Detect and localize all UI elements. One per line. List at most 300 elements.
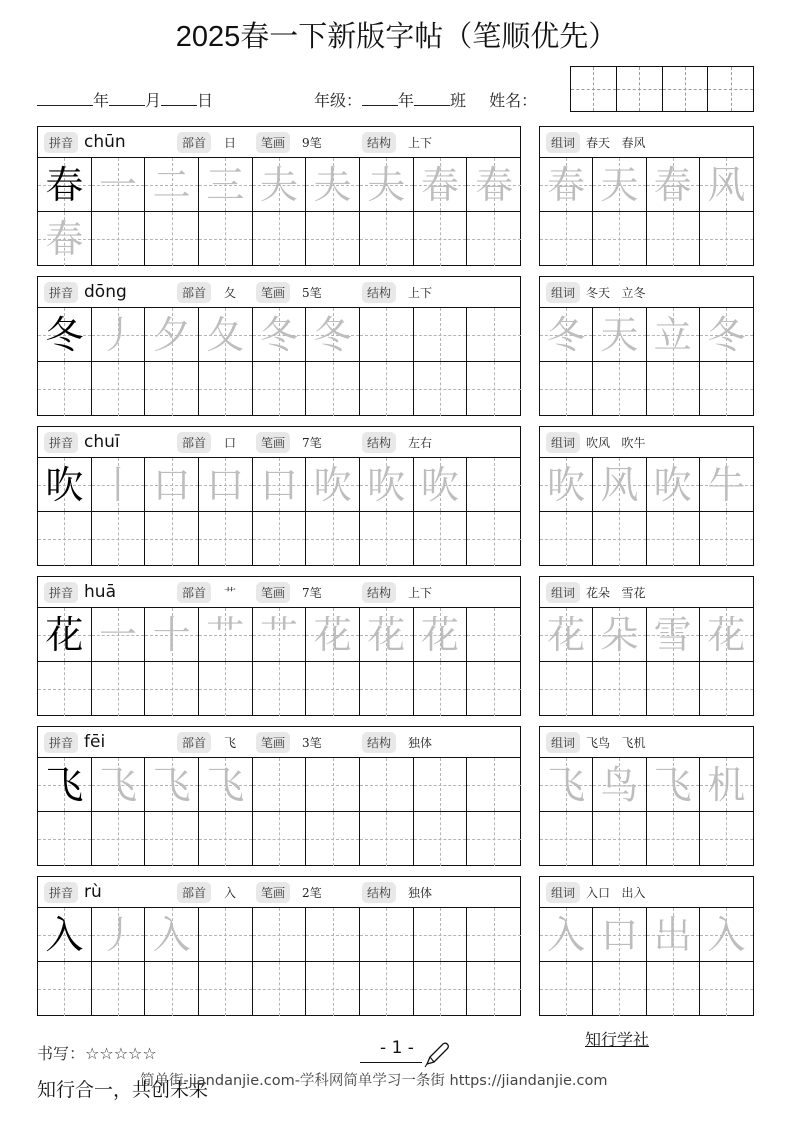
model-character: 春	[45, 162, 84, 207]
writing-cell[interactable]	[414, 962, 468, 1016]
pen-icon	[423, 1040, 451, 1068]
writing-cell[interactable]	[467, 362, 521, 416]
word-writing-cell[interactable]	[700, 362, 753, 416]
month-label: 月	[145, 91, 162, 110]
writing-cell[interactable]	[414, 362, 468, 416]
stroke-order-step: 飞	[152, 762, 191, 807]
radical-value: 艹	[224, 585, 237, 600]
stroke-order-step: 一	[98, 162, 137, 207]
writing-cell[interactable]	[467, 962, 521, 1016]
writing-cell[interactable]	[38, 962, 92, 1016]
word-writing-grid	[540, 308, 753, 416]
word-trace-character: 风	[600, 462, 639, 507]
writing-grid	[38, 308, 520, 416]
writing-cell[interactable]	[467, 212, 521, 266]
writing-cell[interactable]	[38, 812, 92, 866]
word-writing-cell[interactable]	[540, 512, 593, 566]
pinyin-tag: 拼音	[44, 732, 78, 753]
writing-cell[interactable]	[253, 758, 307, 812]
word-writing-cell[interactable]	[647, 662, 700, 716]
writing-cell[interactable]	[360, 308, 414, 362]
writing-cell[interactable]	[360, 362, 414, 416]
writing-cell[interactable]	[253, 158, 307, 212]
writing-cell[interactable]	[253, 608, 307, 662]
word-trace-character: 入	[707, 912, 746, 957]
model-character: 入	[45, 912, 84, 957]
word-writing-cell[interactable]	[593, 458, 646, 512]
writing-cell[interactable]	[38, 758, 92, 812]
name-cell[interactable]	[617, 67, 663, 111]
pinyin-value: rù	[84, 882, 102, 902]
stroke-order-step: 春	[475, 162, 514, 207]
writing-cell[interactable]	[145, 512, 199, 566]
strokes-tag: 笔画	[256, 882, 290, 903]
words-tag: 组词	[546, 732, 580, 753]
writing-cell[interactable]	[145, 608, 199, 662]
stroke-order-step: 入	[152, 912, 191, 957]
stroke-order-step: 吹	[420, 462, 459, 507]
word-writing-cell[interactable]	[647, 962, 700, 1016]
stroke-order-step: 夫	[313, 162, 352, 207]
writing-cell[interactable]	[92, 662, 146, 716]
pinyin-tag: 拼音	[44, 432, 78, 453]
word-writing-cell[interactable]	[700, 308, 753, 362]
writing-cell[interactable]	[199, 362, 253, 416]
structure-value: 独体	[408, 735, 433, 750]
writing-cell[interactable]	[145, 362, 199, 416]
writing-cell[interactable]	[306, 662, 360, 716]
character-info-header	[38, 577, 520, 608]
word-writing-cell[interactable]	[700, 758, 753, 812]
word-writing-cell[interactable]	[540, 962, 593, 1016]
name-cell[interactable]	[708, 67, 753, 111]
writing-cell[interactable]	[199, 308, 253, 362]
word-writing-cell[interactable]	[700, 962, 753, 1016]
structure-tag: 结构	[362, 882, 396, 903]
writing-cell[interactable]	[145, 908, 199, 962]
word-writing-cell[interactable]	[593, 608, 646, 662]
word-writing-grid	[540, 608, 753, 716]
stroke-order-step: 三	[206, 162, 245, 207]
writing-cell[interactable]	[467, 812, 521, 866]
strokes-tag: 笔画	[256, 582, 290, 603]
word-writing-cell[interactable]	[540, 212, 593, 266]
writing-cell[interactable]	[414, 212, 468, 266]
writing-cell[interactable]	[38, 308, 92, 362]
writing-cell[interactable]	[360, 458, 414, 512]
word-writing-cell[interactable]	[540, 662, 593, 716]
structure-tag: 结构	[362, 132, 396, 153]
writing-cell[interactable]	[414, 458, 468, 512]
writing-cell[interactable]	[253, 662, 307, 716]
writing-cell[interactable]	[92, 758, 146, 812]
stroke-order-step: 艹	[259, 612, 298, 657]
writing-cell[interactable]	[360, 608, 414, 662]
year-blank[interactable]	[37, 91, 93, 106]
word-writing-cell[interactable]	[647, 758, 700, 812]
writing-cell[interactable]	[467, 662, 521, 716]
words-tag: 组词	[546, 582, 580, 603]
word-writing-cell[interactable]	[593, 362, 646, 416]
writing-cell[interactable]	[92, 908, 146, 962]
writing-cell[interactable]	[199, 158, 253, 212]
trace-character: 春	[45, 217, 84, 261]
word-writing-cell[interactable]	[593, 512, 646, 566]
word-trace-character: 机	[707, 762, 746, 807]
character-practice-block	[37, 576, 521, 716]
writing-grid	[38, 158, 520, 266]
pinyin-value: dōng	[84, 282, 127, 302]
writing-cell[interactable]	[414, 812, 468, 866]
writing-cell[interactable]	[38, 662, 92, 716]
words-tag: 组词	[546, 282, 580, 303]
structure-value: 上下	[408, 135, 433, 150]
word-writing-cell[interactable]	[700, 158, 753, 212]
stroke-order-step: 夫	[259, 162, 298, 207]
word-trace-character: 朵	[600, 612, 639, 657]
model-character: 吹	[45, 462, 84, 507]
writing-cell[interactable]	[306, 212, 360, 266]
writing-cell[interactable]	[306, 158, 360, 212]
model-character: 花	[45, 612, 84, 657]
word-writing-cell[interactable]	[593, 962, 646, 1016]
day-label: 日	[197, 91, 214, 110]
writing-cell[interactable]	[467, 158, 521, 212]
day-blank[interactable]	[161, 91, 197, 106]
word-writing-cell[interactable]	[540, 608, 593, 662]
radical-value: 口	[224, 435, 237, 450]
writing-cell[interactable]	[145, 458, 199, 512]
writing-cell[interactable]	[145, 812, 199, 866]
word-trace-character: 天	[600, 162, 639, 207]
page-number-underline	[360, 1062, 422, 1063]
stroke-order-step: 春	[420, 162, 459, 207]
word-writing-cell[interactable]	[700, 458, 753, 512]
pinyin-value: huā	[84, 582, 116, 602]
writing-cell[interactable]	[145, 962, 199, 1016]
stroke-order-step: 花	[313, 612, 352, 657]
radical-value: 日	[224, 135, 237, 150]
writing-cell[interactable]	[38, 458, 92, 512]
writing-rating: 书写：☆☆☆☆☆	[37, 1044, 157, 1063]
stroke-order-step: 口	[259, 462, 298, 507]
character-practice-block	[37, 126, 521, 266]
writing-cell[interactable]	[253, 362, 307, 416]
stroke-order-step: 夂	[206, 312, 245, 357]
writing-cell[interactable]	[92, 962, 146, 1016]
writing-cell[interactable]	[306, 812, 360, 866]
writing-cell[interactable]	[360, 158, 414, 212]
strokes-value: 2笔	[302, 885, 322, 900]
word-writing-cell[interactable]	[647, 908, 700, 962]
word-writing-cell[interactable]	[540, 308, 593, 362]
word-writing-cell[interactable]	[593, 212, 646, 266]
word-writing-cell[interactable]	[540, 458, 593, 512]
word-trace-character: 口	[600, 912, 639, 957]
word-writing-cell[interactable]	[647, 812, 700, 866]
writing-cell[interactable]	[414, 662, 468, 716]
word-trace-character: 出	[653, 912, 692, 957]
writing-cell[interactable]	[360, 212, 414, 266]
writing-cell[interactable]	[306, 512, 360, 566]
words-header	[540, 127, 753, 158]
word-practice-block	[539, 726, 754, 866]
writing-cell[interactable]	[92, 212, 146, 266]
word-writing-cell[interactable]	[593, 158, 646, 212]
writing-cell[interactable]	[92, 308, 146, 362]
word-trace-character: 风	[707, 162, 746, 207]
writing-grid	[38, 608, 520, 716]
writing-cell[interactable]	[306, 308, 360, 362]
character-practice-block	[37, 276, 521, 416]
writing-cell[interactable]	[306, 962, 360, 1016]
writing-cell[interactable]	[414, 608, 468, 662]
strokes-value: 7笔	[302, 585, 322, 600]
word-writing-cell[interactable]	[593, 812, 646, 866]
pinyin-tag: 拼音	[44, 882, 78, 903]
strokes-tag: 笔画	[256, 132, 290, 153]
words-value: 花朵 雪花	[586, 585, 646, 600]
word-trace-character: 飞	[653, 762, 692, 807]
pinyin-tag: 拼音	[44, 582, 78, 603]
word-writing-grid	[540, 758, 753, 866]
word-trace-character: 吹	[547, 462, 586, 507]
words-tag: 组词	[546, 132, 580, 153]
radical-tag: 部首	[177, 732, 211, 753]
writing-cell[interactable]	[467, 458, 521, 512]
stroke-order-step: 丿	[98, 312, 137, 357]
word-writing-cell[interactable]	[540, 758, 593, 812]
radical-tag: 部首	[177, 582, 211, 603]
writing-cell[interactable]	[145, 212, 199, 266]
word-trace-character: 吹	[653, 462, 692, 507]
writing-cell[interactable]	[414, 158, 468, 212]
stroke-order-step: 丨	[98, 462, 137, 507]
word-trace-character: 春	[547, 162, 586, 207]
model-character: 冬	[45, 312, 84, 357]
writing-cell[interactable]	[92, 512, 146, 566]
word-writing-cell[interactable]	[593, 662, 646, 716]
writing-cell[interactable]	[199, 812, 253, 866]
writing-cell[interactable]	[306, 758, 360, 812]
writing-cell[interactable]	[92, 812, 146, 866]
writing-cell[interactable]	[306, 908, 360, 962]
word-writing-cell[interactable]	[647, 212, 700, 266]
writing-cell[interactable]	[253, 308, 307, 362]
name-cell[interactable]	[663, 67, 709, 111]
writing-cell[interactable]	[360, 812, 414, 866]
stroke-order-step: 夕	[152, 312, 191, 357]
grade-label: 年级：	[314, 91, 363, 110]
character-practice-block	[37, 426, 521, 566]
writing-cell[interactable]	[306, 362, 360, 416]
word-practice-block	[539, 276, 754, 416]
words-header	[540, 427, 753, 458]
stroke-order-step: 吹	[313, 462, 352, 507]
writing-cell[interactable]	[92, 608, 146, 662]
writing-cell[interactable]	[199, 908, 253, 962]
word-practice-block	[539, 876, 754, 1016]
brand-link[interactable]: 知行学社	[585, 1030, 650, 1049]
writing-cell[interactable]	[199, 758, 253, 812]
writing-cell[interactable]	[414, 512, 468, 566]
writing-cell[interactable]	[145, 158, 199, 212]
writing-cell[interactable]	[199, 512, 253, 566]
stroke-order-step: 一	[98, 612, 137, 657]
writing-cell[interactable]	[467, 308, 521, 362]
structure-tag: 结构	[362, 432, 396, 453]
word-writing-cell[interactable]	[647, 458, 700, 512]
writing-cell[interactable]	[253, 908, 307, 962]
writing-cell[interactable]	[199, 212, 253, 266]
word-writing-cell[interactable]	[647, 608, 700, 662]
word-writing-cell[interactable]	[647, 308, 700, 362]
word-writing-cell[interactable]	[593, 308, 646, 362]
pinyin-tag: 拼音	[44, 282, 78, 303]
stroke-order-step: 二	[152, 162, 191, 207]
word-writing-cell[interactable]	[700, 608, 753, 662]
writing-cell[interactable]	[92, 458, 146, 512]
writing-cell[interactable]	[467, 608, 521, 662]
words-header	[540, 577, 753, 608]
word-writing-cell[interactable]	[700, 662, 753, 716]
character-info-header	[38, 277, 520, 308]
word-writing-cell[interactable]	[593, 908, 646, 962]
writing-cell[interactable]	[199, 608, 253, 662]
writing-cell[interactable]	[414, 908, 468, 962]
word-trace-character: 鸟	[600, 762, 639, 807]
slogan: 知行合一，共创未来	[37, 1079, 209, 1101]
writing-cell[interactable]	[360, 512, 414, 566]
writing-cell[interactable]	[360, 758, 414, 812]
month-blank[interactable]	[109, 91, 145, 106]
strokes-value: 9笔	[302, 135, 322, 150]
stroke-order-step: 冬	[259, 312, 298, 357]
word-writing-cell[interactable]	[540, 362, 593, 416]
words-value: 春天 春风	[586, 135, 646, 150]
word-writing-grid	[540, 908, 753, 1016]
writing-cell[interactable]	[306, 458, 360, 512]
writing-cell[interactable]	[199, 662, 253, 716]
writing-cell[interactable]	[92, 362, 146, 416]
stroke-order-step: 丿	[98, 912, 137, 957]
word-writing-cell[interactable]	[593, 758, 646, 812]
stroke-order-step: 夫	[367, 162, 406, 207]
writing-cell[interactable]	[467, 758, 521, 812]
stroke-order-step: 花	[420, 612, 459, 657]
word-practice-block	[539, 576, 754, 716]
word-trace-character: 飞	[547, 762, 586, 807]
word-trace-character: 花	[707, 612, 746, 657]
class-label: 班	[450, 91, 467, 110]
writing-cell[interactable]	[253, 458, 307, 512]
pinyin-tag: 拼音	[44, 132, 78, 153]
name-writing-box[interactable]	[570, 66, 754, 112]
name-label: 姓名：	[489, 91, 538, 110]
writing-cell[interactable]	[145, 758, 199, 812]
word-writing-cell[interactable]	[540, 908, 593, 962]
writing-cell[interactable]	[199, 458, 253, 512]
word-trace-character: 春	[653, 162, 692, 207]
writing-cell[interactable]	[414, 758, 468, 812]
writing-cell[interactable]	[414, 308, 468, 362]
writing-cell[interactable]	[145, 662, 199, 716]
structure-value: 上下	[408, 585, 433, 600]
writing-cell[interactable]	[360, 962, 414, 1016]
word-trace-character: 天	[600, 312, 639, 357]
word-writing-grid	[540, 458, 753, 566]
radical-tag: 部首	[177, 282, 211, 303]
writing-cell[interactable]	[38, 158, 92, 212]
writing-cell[interactable]	[306, 608, 360, 662]
words-value: 冬天 立冬	[586, 285, 646, 300]
word-trace-character: 牛	[707, 462, 746, 507]
word-writing-cell[interactable]	[540, 812, 593, 866]
writing-cell[interactable]	[38, 512, 92, 566]
writing-cell[interactable]	[145, 308, 199, 362]
structure-value: 左右	[408, 435, 433, 450]
grade-blank[interactable]	[362, 91, 398, 106]
word-writing-cell[interactable]	[647, 158, 700, 212]
word-writing-cell[interactable]	[700, 512, 753, 566]
word-writing-cell[interactable]	[647, 512, 700, 566]
radical-tag: 部首	[177, 882, 211, 903]
year-label: 年	[93, 91, 110, 110]
writing-cell[interactable]	[467, 512, 521, 566]
model-character: 飞	[45, 762, 84, 807]
writing-cell[interactable]	[92, 158, 146, 212]
word-writing-cell[interactable]	[700, 812, 753, 866]
page-title: 2025春一下新版字帖（笔顺优先）	[175, 21, 618, 53]
character-info-header	[38, 727, 520, 758]
radical-value: 飞	[224, 735, 237, 750]
structure-value: 独体	[408, 885, 433, 900]
writing-cell[interactable]	[38, 908, 92, 962]
word-writing-cell[interactable]	[700, 908, 753, 962]
name-cell[interactable]	[571, 67, 617, 111]
word-writing-cell[interactable]	[647, 362, 700, 416]
word-writing-cell[interactable]	[540, 158, 593, 212]
strokes-tag: 笔画	[256, 732, 290, 753]
writing-cell[interactable]	[253, 962, 307, 1016]
words-header	[540, 877, 753, 908]
writing-cell[interactable]	[253, 512, 307, 566]
stroke-order-step: 十	[152, 612, 191, 657]
writing-cell[interactable]	[253, 212, 307, 266]
radical-tag: 部首	[177, 432, 211, 453]
structure-tag: 结构	[362, 282, 396, 303]
word-trace-character: 入	[547, 912, 586, 957]
writing-cell[interactable]	[253, 812, 307, 866]
date-line	[37, 88, 213, 111]
writing-cell[interactable]	[360, 662, 414, 716]
writing-cell[interactable]	[360, 908, 414, 962]
words-tag: 组词	[546, 882, 580, 903]
writing-cell[interactable]	[38, 608, 92, 662]
writing-cell[interactable]	[38, 212, 92, 266]
writing-cell[interactable]	[38, 362, 92, 416]
writing-cell[interactable]	[199, 962, 253, 1016]
words-value: 入口 出入	[586, 885, 646, 900]
words-header	[540, 277, 753, 308]
stroke-order-step: 飞	[206, 762, 245, 807]
strokes-value: 5笔	[302, 285, 322, 300]
writing-cell[interactable]	[467, 908, 521, 962]
words-tag: 组词	[546, 432, 580, 453]
character-info-header	[38, 427, 520, 458]
word-writing-cell[interactable]	[700, 212, 753, 266]
class-blank[interactable]	[414, 91, 450, 106]
